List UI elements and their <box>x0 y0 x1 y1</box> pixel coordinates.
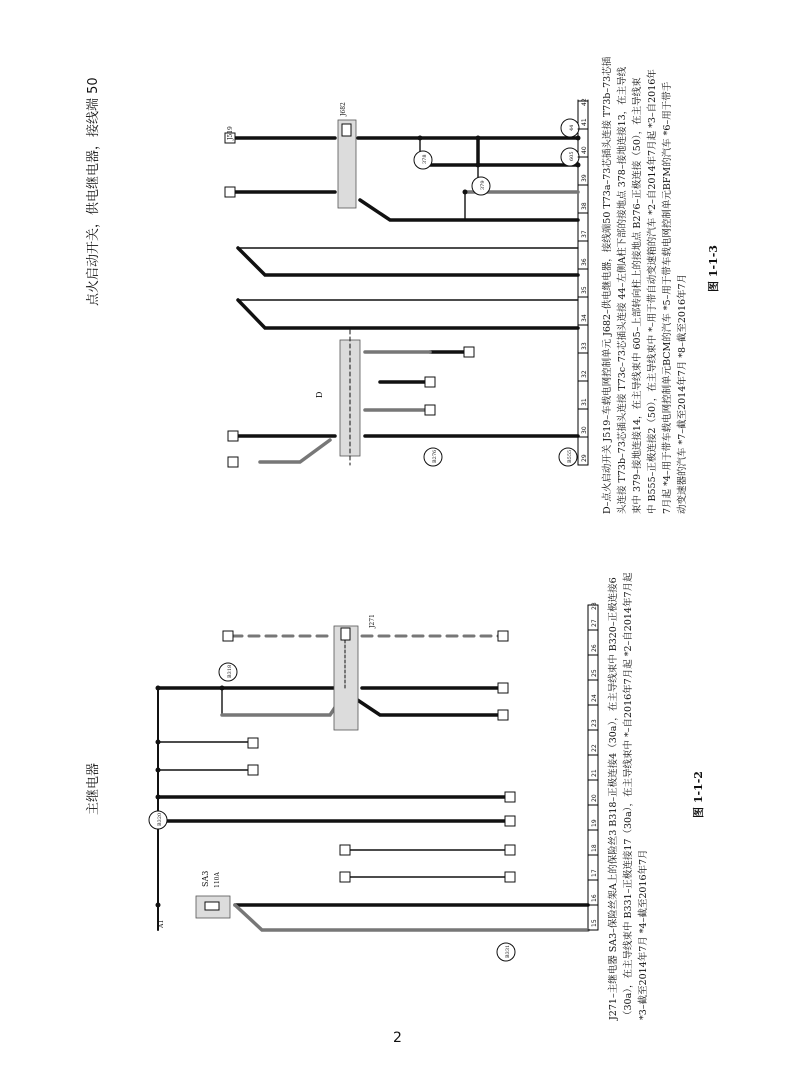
j519-label: J519 <box>227 126 234 140</box>
relay-coil-icon <box>342 124 351 136</box>
junction-dot <box>576 136 581 141</box>
terminal-box <box>505 845 515 855</box>
relay-coil-icon <box>341 628 350 640</box>
left-ruler-ticks <box>588 605 598 930</box>
ruler-num: 19 <box>591 819 598 827</box>
terminal-box <box>248 765 258 775</box>
fuse-rating-label: 110A <box>214 872 221 888</box>
relay-j271-label: J271 <box>369 614 376 628</box>
ruler-num: 34 <box>581 314 588 322</box>
wire <box>238 248 578 275</box>
switch-d-label: D <box>315 391 324 398</box>
node-b276-label: B276 <box>432 449 438 463</box>
ruler-num: 23 <box>591 719 598 727</box>
left-terminals <box>223 631 515 882</box>
terminal-box <box>505 816 515 826</box>
ruler-num: 18 <box>591 844 598 852</box>
relay-j682-label: J682 <box>340 102 347 116</box>
ruler-num: 42 <box>581 98 588 106</box>
junction-dot <box>476 163 481 168</box>
left-figure-label: 图 1-1-2 <box>692 771 705 818</box>
terminal-box <box>340 872 350 882</box>
junction-dot <box>220 686 225 691</box>
ruler-num: 26 <box>591 644 598 652</box>
legend-line: D–点火启动开关 J519–车载电网控制单元 J682–供电继电器，接线端50 T73a–73芯插头连接 T73b–73芯插 <box>602 56 613 514</box>
right-wires <box>234 138 578 436</box>
junction-dot <box>156 768 161 773</box>
legend-line: 中 B555–正极连接2（50），在主导线束中 *–用于带自动变速箱的汽车 *2–自2014年7月起 *3–自2016年 <box>647 69 658 514</box>
left-legend <box>606 572 651 1020</box>
ruler-num: 29 <box>581 454 588 462</box>
terminal-box <box>464 347 474 357</box>
right-ruler-ticks <box>578 101 588 465</box>
ruler-num: 20 <box>591 794 598 802</box>
ruler-num: 35 <box>581 286 588 294</box>
ruler-num: 32 <box>581 370 588 378</box>
wire <box>350 695 505 715</box>
ruler-num: 37 <box>581 230 588 238</box>
terminal-box <box>223 631 233 641</box>
right-diagram <box>225 100 588 467</box>
relay-j271-box <box>334 626 358 730</box>
page-number: 2 <box>393 1030 402 1046</box>
legend-line: （30a），在主导线束中 B331–正极连接17（30a），在主导线束中 *–自2016年7月起 *2–自2014年7月起 <box>623 572 634 1020</box>
legend-line: J271–主继电器 SA3–保险丝架A上的保险丝3 B318–正极连接4（30a），在主导线束中 B320–正极连接6 <box>608 577 619 1020</box>
junction-dot <box>156 686 161 691</box>
terminal-box <box>505 792 515 802</box>
wire <box>238 300 578 328</box>
terminal-box <box>248 738 258 748</box>
right-page-title: 点火启动开关，供电继电器，接线端 50 <box>86 77 101 306</box>
terminal-box <box>228 457 238 467</box>
terminal-box <box>498 710 508 720</box>
junction-dot <box>156 795 161 800</box>
right-node-circles <box>414 119 579 466</box>
right-figure-label: 图 1-1-3 <box>707 245 720 292</box>
terminal-box <box>498 683 508 693</box>
ruler-num: 33 <box>581 342 588 350</box>
wire <box>222 700 340 715</box>
wire <box>360 200 578 220</box>
wire <box>235 905 588 930</box>
terminal-box <box>498 631 508 641</box>
ruler-num: 36 <box>581 258 588 266</box>
terminal-box <box>425 377 435 387</box>
legend-line: 7月起 *4–用于带车载电网控制单元BCM的汽车 *5–用于带车载电网控制单元BFM的汽车 *6–用于带手 <box>662 81 673 514</box>
node-b555-label: B555 <box>567 449 573 463</box>
terminal-box <box>425 405 435 415</box>
junction-dot <box>418 136 423 141</box>
node-44-label: 44 <box>569 124 575 131</box>
node-b331-label: B331 <box>505 944 511 958</box>
ruler-num: 38 <box>581 202 588 210</box>
ruler-num: 30 <box>581 426 588 434</box>
junction-dot <box>156 740 161 745</box>
legend-line: 头连接 T73b–73芯插头连接 T73c–73芯插头连接 44–左侧A柱下部的接地点 378–接地连接13，在主导线 <box>617 66 628 514</box>
left-grey-wires <box>222 700 588 930</box>
wire <box>260 440 330 462</box>
ruler-num: 15 <box>591 919 598 927</box>
diagram-labels <box>157 102 575 958</box>
ruler-num: 17 <box>591 869 598 877</box>
terminal-box <box>340 845 350 855</box>
node-605-label: 605 <box>569 151 575 161</box>
node-b318-label: B318 <box>227 664 233 678</box>
ruler-num: 21 <box>591 769 598 777</box>
node-b320-label: B320 <box>157 812 163 826</box>
fuse-icon <box>205 902 219 910</box>
fuse-label: SA3 <box>201 870 210 887</box>
legend-line: *3–截至2014年7月 *4–截至2016年7月 <box>638 849 649 1020</box>
right-legend <box>600 57 690 514</box>
ruler-numbers <box>581 98 598 927</box>
ruler-num: 27 <box>591 619 598 627</box>
ruler-num: 22 <box>591 744 598 752</box>
ruler-num: 39 <box>581 174 588 182</box>
ruler-num: 31 <box>581 398 588 406</box>
legend-line: 束中 379–接地连接14，在主导线束中 605–上部转向柱上的接地点 B276–正极连接（50），在主导线束 <box>632 77 643 514</box>
left-diagram <box>149 605 598 961</box>
node-378-label: 378 <box>422 154 428 164</box>
legend-line: 动变速器的汽车 *7–截至2014年7月 *8–截至2016年7月 <box>677 273 688 514</box>
a1-label: A1 <box>158 919 165 928</box>
junction-dot <box>463 190 468 195</box>
ruler-num: 16 <box>591 894 598 902</box>
ruler-num: 41 <box>581 118 588 126</box>
terminal-box <box>225 187 235 197</box>
ruler-num: 25 <box>591 669 598 677</box>
terminal-box <box>228 431 238 441</box>
ruler-num: 40 <box>581 146 588 154</box>
ruler-num: 24 <box>591 694 598 702</box>
left-page-title: 主继电器 <box>86 762 101 815</box>
junction-dot <box>476 136 481 141</box>
terminal-box <box>505 872 515 882</box>
left-wires <box>158 688 588 905</box>
ruler-num: 28 <box>591 602 598 610</box>
junction-dot <box>156 903 161 908</box>
node-379-label: 379 <box>480 180 486 190</box>
